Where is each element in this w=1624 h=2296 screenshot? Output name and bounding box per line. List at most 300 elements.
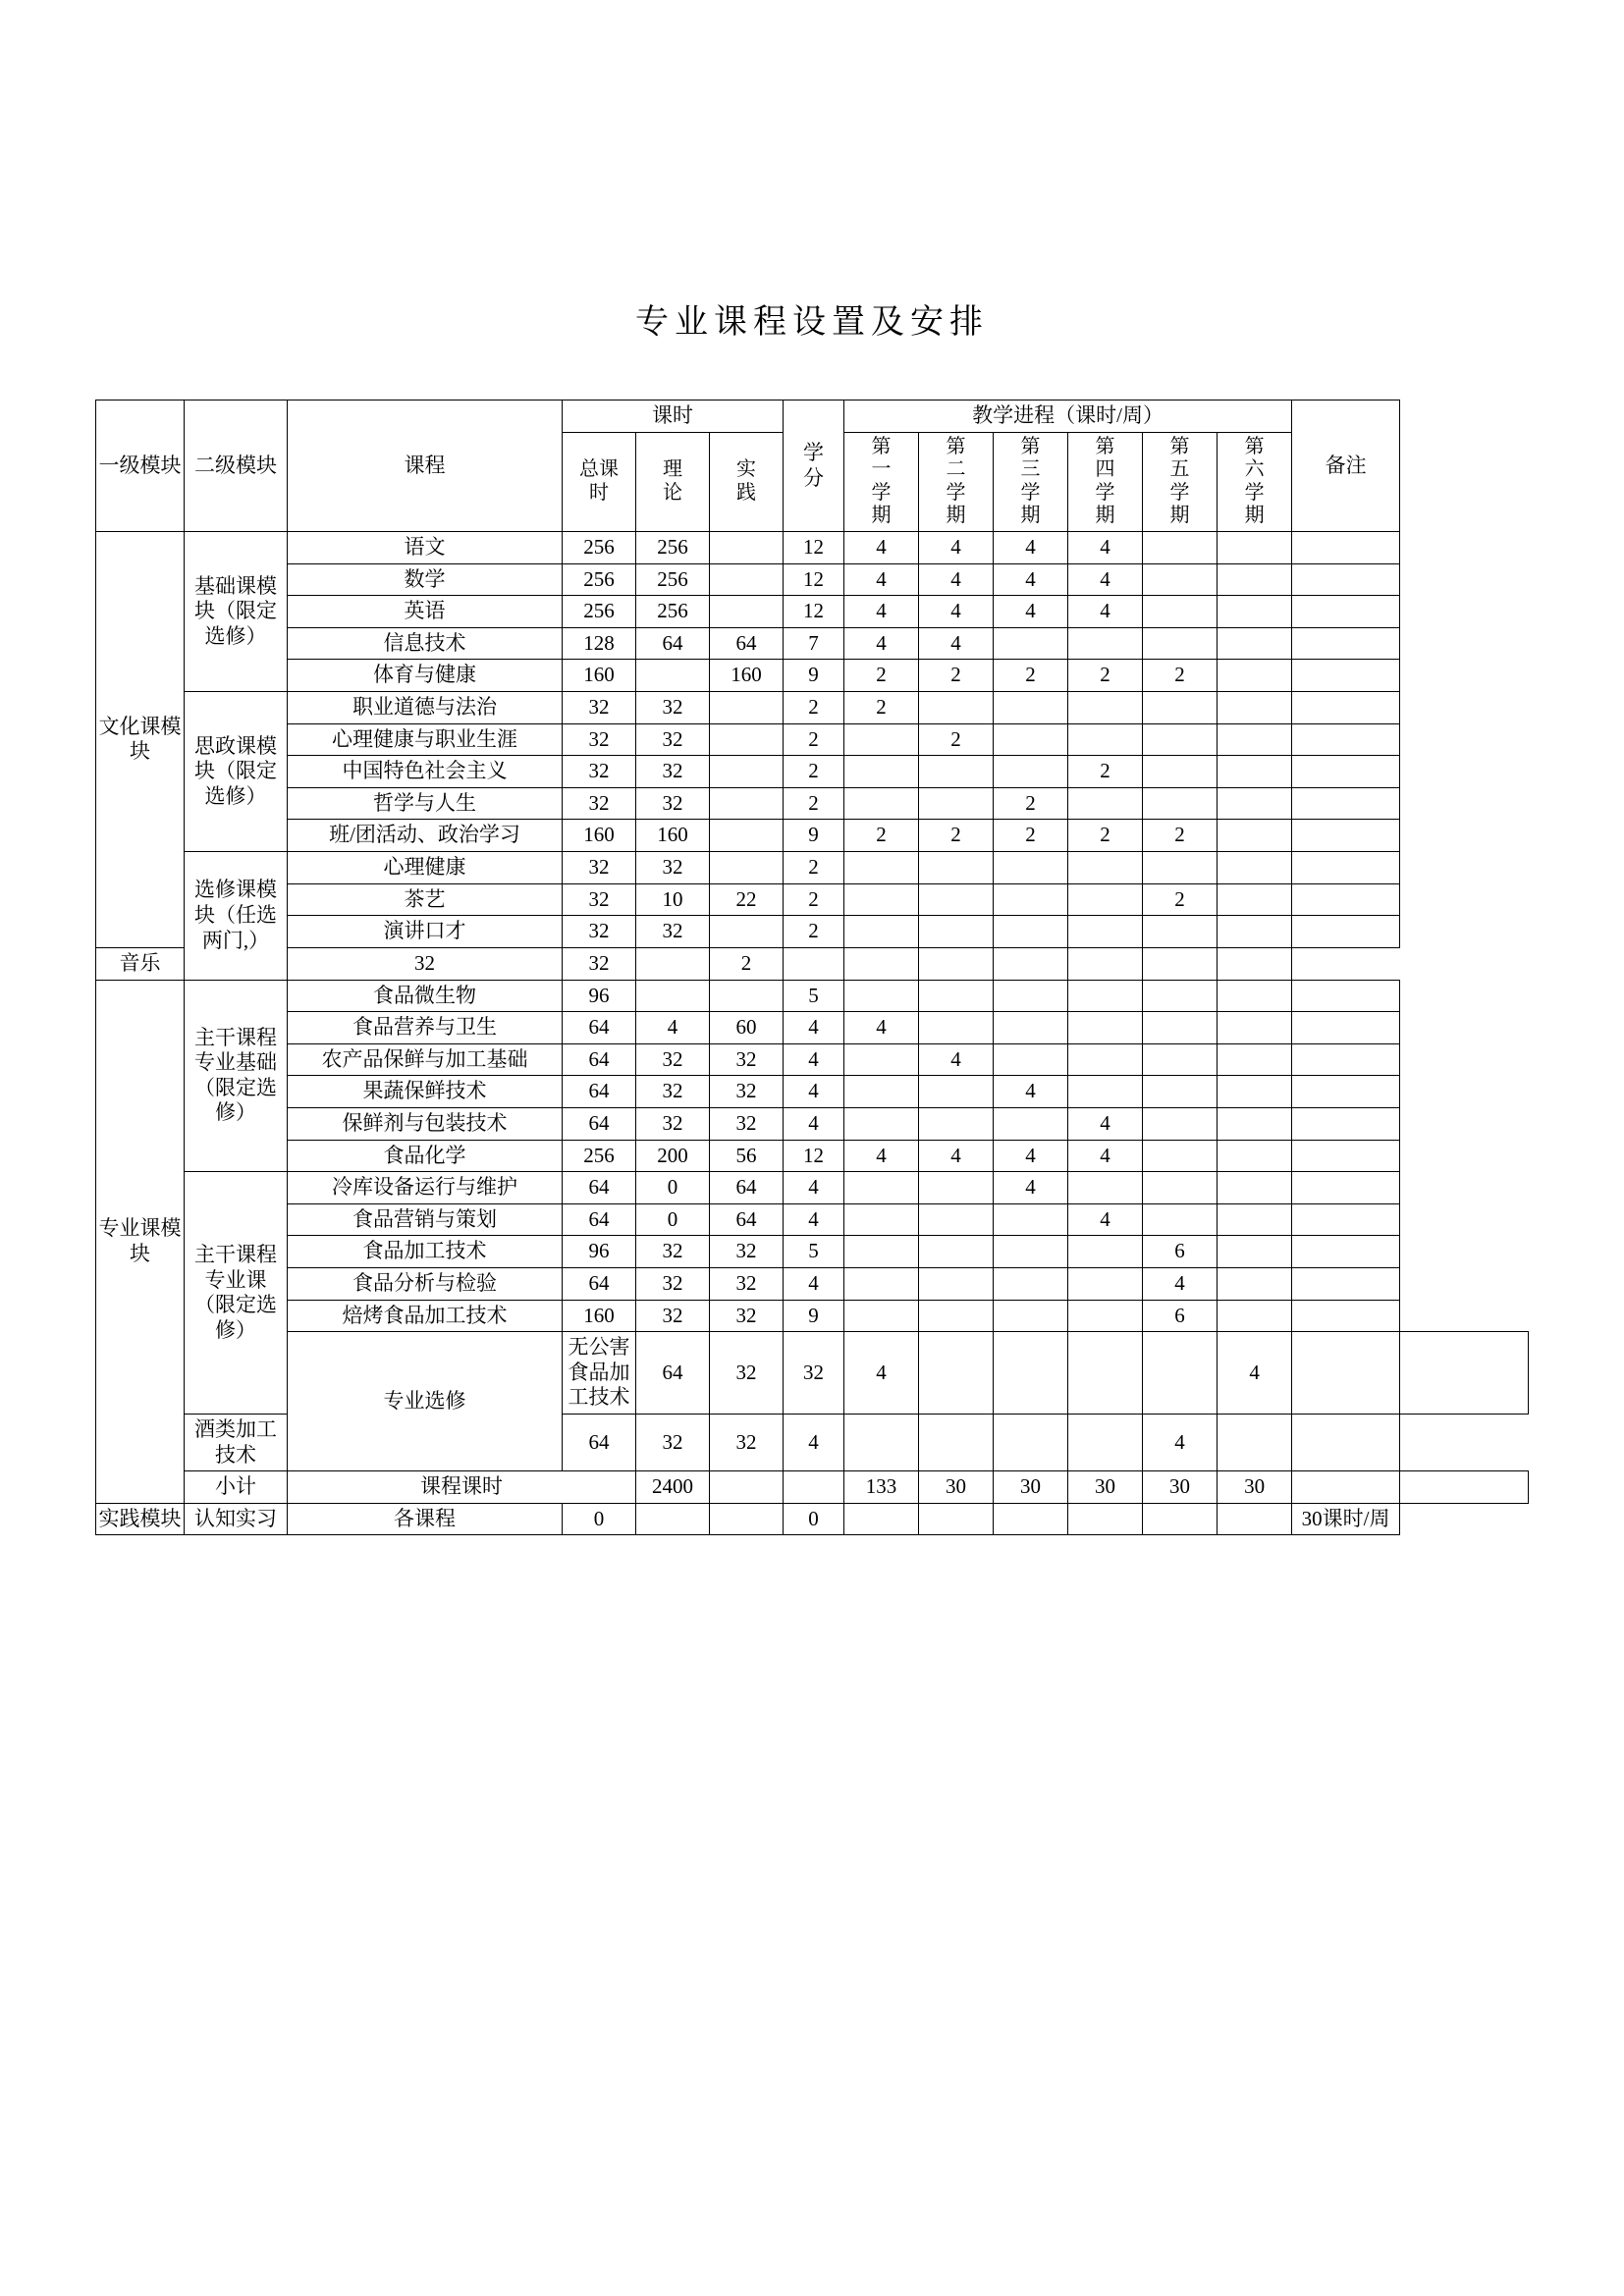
cell-term-5: [1143, 531, 1218, 563]
cell-course-name: 心理健康: [288, 852, 563, 884]
table-row: [96, 756, 1529, 788]
cell-term-3: [994, 692, 1068, 724]
cell-total-hours: 160: [563, 660, 636, 692]
cell-term-6: [1218, 820, 1292, 852]
cell-term-6: [1218, 1107, 1292, 1140]
cell-theory-hours: 32: [636, 787, 710, 820]
cell-theory-hours: 32: [636, 756, 710, 788]
cell-theory-hours: 32: [636, 1076, 710, 1108]
cell-term-1: [844, 1043, 919, 1076]
cell-term-6: [1218, 692, 1292, 724]
cell-term-4: 2: [1068, 820, 1143, 852]
cell-theory-hours: 32: [636, 1236, 710, 1268]
cell-term-4: [1068, 1236, 1143, 1268]
cell-credit: 2: [784, 787, 844, 820]
cell-term-4: [1068, 627, 1143, 660]
cell-term-4: 4: [1068, 563, 1143, 596]
header-level2: 二级模块: [185, 400, 288, 532]
cell-credit: 12: [784, 563, 844, 596]
table-row: [96, 883, 1529, 916]
cell-credit: 12: [784, 531, 844, 563]
cell-practice-level1: 实践模块: [96, 1503, 185, 1535]
cell-term-5: [1143, 1012, 1218, 1044]
cell-credit: 5: [784, 1236, 844, 1268]
cell-remark: [1292, 1203, 1400, 1236]
cell-term-4: [1068, 883, 1143, 916]
cell-term-2: [919, 852, 994, 884]
table-row: [96, 596, 1529, 628]
subtotal-row: [96, 1471, 1529, 1504]
cell-term-2: [919, 1172, 994, 1204]
table-row: [96, 627, 1529, 660]
cell-term-6: [1218, 1268, 1292, 1301]
cell-remark: [1292, 692, 1400, 724]
cell-term-5: [1143, 916, 1218, 948]
cell-term-3: [994, 1203, 1068, 1236]
cell-level2-module: 主干课程专业课（限定选修）: [185, 1172, 288, 1415]
table-row: [96, 820, 1529, 852]
cell-theory-hours: 32: [710, 1332, 784, 1415]
cell-term-6: [1218, 1140, 1292, 1172]
cell-term-6: [1218, 916, 1292, 948]
cell-credit: 2: [784, 723, 844, 756]
cell-level2-module: 主干课程专业基础（限定选修）: [185, 980, 288, 1172]
header-term-6: 第 六 学 期: [1218, 432, 1292, 531]
cell-total-hours: 64: [563, 1012, 636, 1044]
cell-term-5: 2: [1143, 660, 1218, 692]
cell-course-name: 酒类加工技术: [185, 1415, 288, 1471]
cell-term-5: [1143, 1107, 1218, 1140]
cell-total-hours: 64: [563, 1268, 636, 1301]
cell-term-2: 2: [919, 820, 994, 852]
cell-total-hours: 64: [563, 1415, 636, 1471]
cell-term-3: [994, 1300, 1068, 1332]
cell-term-3: 2: [994, 820, 1068, 852]
cell-term-1: [844, 1300, 919, 1332]
cell-remark: [1292, 1012, 1400, 1044]
cell-term-5: [1143, 980, 1218, 1012]
cell-term-4: [1068, 1172, 1143, 1204]
cell-term-6: [1218, 1236, 1292, 1268]
cell-term-5: [1143, 1076, 1218, 1108]
cell-term-6: [1218, 531, 1292, 563]
cell-term-3: [994, 916, 1068, 948]
cell-practice-hours: [710, 596, 784, 628]
cell-subtotal-term-1: 30: [919, 1471, 994, 1504]
cell-term-5: [1143, 852, 1218, 884]
cell-remark: [1292, 660, 1400, 692]
cell-term-5: 2: [1143, 883, 1218, 916]
cell-practice-hours: 32: [710, 1300, 784, 1332]
cell-term-5: [1068, 947, 1143, 980]
cell-level2-module: 思政课模块（限定选修）: [185, 692, 288, 852]
cell-total-hours: 64: [563, 1043, 636, 1076]
cell-term-5: [1143, 787, 1218, 820]
cell-term-3: [994, 723, 1068, 756]
table-row: [96, 1236, 1529, 1268]
cell-term-2: [919, 1107, 994, 1140]
cell-term-1: [844, 916, 919, 948]
cell-remark: [1292, 787, 1400, 820]
cell-term-4: 4: [1068, 1140, 1143, 1172]
cell-credit: 12: [784, 1140, 844, 1172]
cell-course-name: 食品微生物: [288, 980, 563, 1012]
cell-total-hours: 256: [563, 1140, 636, 1172]
cell-term-2: [919, 1076, 994, 1108]
header-term-2: 第 二 学 期: [919, 432, 994, 531]
cell-term-2: [919, 1415, 994, 1471]
cell-term-1: [919, 1332, 994, 1415]
cell-term-1: 4: [844, 596, 919, 628]
cell-total-hours: 32: [563, 916, 636, 948]
cell-term-2: 4: [919, 1140, 994, 1172]
cell-term-1: 2: [844, 692, 919, 724]
cell-course-name: 焙烤食品加工技术: [288, 1300, 563, 1332]
cell-term-5: [1143, 756, 1218, 788]
cell-term-3: [919, 947, 994, 980]
cell-remark: [1292, 627, 1400, 660]
cell-practice-hours: [710, 723, 784, 756]
cell-term-3: [994, 883, 1068, 916]
cell-theory-hours: 32: [636, 1268, 710, 1301]
cell-total-hours: 32: [288, 947, 563, 980]
cell-practice-course: 各课程: [288, 1503, 563, 1535]
header-level1: 一级模块: [96, 400, 185, 532]
cell-term-1: [844, 1236, 919, 1268]
cell-theory-hours: 0: [636, 1172, 710, 1204]
cell-level1-module: 文化课模块: [96, 531, 185, 947]
cell-term-4: [1068, 723, 1143, 756]
cell-practice-hours: 60: [710, 1012, 784, 1044]
cell-total-hours: 32: [563, 756, 636, 788]
cell-term-2: [919, 1203, 994, 1236]
cell-practice-hours: 32: [710, 1236, 784, 1268]
cell-total-hours: 64: [563, 1172, 636, 1204]
cell-practice-term-5: [1143, 1503, 1218, 1535]
cell-term-3: [994, 980, 1068, 1012]
cell-practice-hours: 32: [710, 1076, 784, 1108]
cell-theory-hours: 32: [636, 916, 710, 948]
cell-term-3: 2: [994, 787, 1068, 820]
table-row: [96, 1203, 1529, 1236]
cell-total-hours: 160: [563, 820, 636, 852]
table-body: [96, 531, 1529, 1535]
cell-term-2: [919, 883, 994, 916]
cell-term-5: [1143, 1043, 1218, 1076]
header-practice: 实 践: [710, 432, 784, 531]
cell-credit: 4: [784, 1415, 844, 1471]
cell-term-4: [1068, 916, 1143, 948]
cell-term-4: [1068, 1268, 1143, 1301]
cell-term-3: [994, 1268, 1068, 1301]
cell-remark: [1292, 1300, 1400, 1332]
cell-term-6: [1218, 756, 1292, 788]
cell-term-3: 4: [994, 1140, 1068, 1172]
cell-total-hours: 160: [563, 1300, 636, 1332]
cell-term-4: [1143, 1332, 1218, 1415]
cell-credit: 4: [784, 1076, 844, 1108]
table-row: [96, 980, 1529, 1012]
cell-course-name: 农产品保鲜与加工基础: [288, 1043, 563, 1076]
cell-total-hours: 96: [563, 980, 636, 1012]
cell-term-3: [994, 1236, 1068, 1268]
cell-remark: [1292, 1172, 1400, 1204]
cell-term-5: [1143, 563, 1218, 596]
cell-credit: 9: [784, 660, 844, 692]
cell-term-3: 2: [994, 660, 1068, 692]
cell-practice-term-2: [919, 1503, 994, 1535]
cell-subtotal-course: 课程课时: [288, 1471, 636, 1504]
cell-term-2: [919, 756, 994, 788]
table-row: [96, 563, 1529, 596]
cell-term-4: [1068, 1012, 1143, 1044]
cell-practice-hours: [710, 980, 784, 1012]
cell-credit: 5: [784, 980, 844, 1012]
cell-term-5: 2: [1143, 820, 1218, 852]
cell-theory-hours: 32: [636, 1415, 710, 1471]
cell-remark: [1400, 1332, 1529, 1415]
cell-remark: [1292, 1140, 1400, 1172]
cell-theory-hours: 160: [636, 820, 710, 852]
cell-course-name: 食品分析与检验: [288, 1268, 563, 1301]
cell-term-3: [994, 627, 1068, 660]
table-row: [96, 1332, 1529, 1415]
cell-remark: [1292, 1107, 1400, 1140]
cell-course-name: 信息技术: [288, 627, 563, 660]
table-row: [96, 1268, 1529, 1301]
header-hours-group: 课时: [563, 400, 784, 433]
cell-term-5: [1143, 1172, 1218, 1204]
cell-term-3: [994, 1415, 1068, 1471]
cell-subtotal-term-2: 30: [994, 1471, 1068, 1504]
cell-term-2: 2: [919, 723, 994, 756]
cell-practice-hours: [710, 756, 784, 788]
cell-term-5: 6: [1143, 1236, 1218, 1268]
header-total-hours: 总课 时: [563, 432, 636, 531]
cell-term-4: 4: [1068, 531, 1143, 563]
cell-remark: [1292, 883, 1400, 916]
cell-term-6: [1218, 980, 1292, 1012]
cell-remark: [1292, 723, 1400, 756]
cell-remark: [1292, 1043, 1400, 1076]
cell-practice-hours: 32: [710, 1415, 784, 1471]
cell-credit: 2: [784, 883, 844, 916]
cell-remark: [1292, 980, 1400, 1012]
cell-level1-module: 专业课模块: [96, 980, 185, 1503]
cell-credit: 2: [784, 916, 844, 948]
cell-credit: 2: [784, 692, 844, 724]
cell-term-1: [844, 787, 919, 820]
cell-remark: [1292, 596, 1400, 628]
cell-practice-remark: 30课时/周: [1292, 1503, 1400, 1535]
cell-term-1: [844, 1268, 919, 1301]
cell-course-name: 心理健康与职业生涯: [288, 723, 563, 756]
cell-term-1: 2: [844, 660, 919, 692]
cell-credit: 12: [784, 596, 844, 628]
header-term-5: 第 五 学 期: [1143, 432, 1218, 531]
cell-term-2: [919, 1236, 994, 1268]
cell-term-6: [1218, 563, 1292, 596]
cell-term-5: 4: [1143, 1268, 1218, 1301]
cell-term-3: 4: [994, 596, 1068, 628]
cell-term-2: 2: [919, 660, 994, 692]
cell-total-hours: 32: [563, 692, 636, 724]
table-row: [96, 660, 1529, 692]
cell-theory-hours: 10: [636, 883, 710, 916]
cell-theory-hours: 32: [563, 947, 636, 980]
cell-subtotal-term-4: 30: [1143, 1471, 1218, 1504]
cell-term-5: 4: [1143, 1415, 1218, 1471]
cell-theory-hours: 64: [636, 627, 710, 660]
cell-practice-hours: [710, 787, 784, 820]
cell-practice-hours: 32: [784, 1332, 844, 1415]
cell-term-6: [1218, 627, 1292, 660]
cell-total-hours: 128: [563, 627, 636, 660]
practice-module-row: [96, 1503, 1529, 1535]
cell-term-3: 4: [994, 1076, 1068, 1108]
cell-credit: 4: [784, 1012, 844, 1044]
cell-theory-hours: 256: [636, 596, 710, 628]
cell-practice-hours: 22: [710, 883, 784, 916]
cell-practice-hours: 64: [710, 1203, 784, 1236]
cell-practice-hours: [710, 692, 784, 724]
cell-practice-credit: 0: [784, 1503, 844, 1535]
cell-course-name: 中国特色社会主义: [288, 756, 563, 788]
cell-course-name: 哲学与人生: [288, 787, 563, 820]
cell-term-5: [1143, 1203, 1218, 1236]
cell-term-2: 4: [919, 1043, 994, 1076]
cell-total-hours: 32: [563, 723, 636, 756]
cell-term-3: 4: [994, 1172, 1068, 1204]
cell-term-1: [844, 883, 919, 916]
course-schedule-table: [95, 400, 1529, 1535]
table-row: [96, 1107, 1529, 1140]
cell-credit: 4: [784, 1203, 844, 1236]
cell-practice-hours: 64: [710, 1172, 784, 1204]
header-credit: 学 分: [784, 400, 844, 532]
cell-term-4: [1068, 1043, 1143, 1076]
header-term-4: 第 四 学 期: [1068, 432, 1143, 531]
cell-term-2: 4: [919, 627, 994, 660]
cell-practice-term-3: [994, 1503, 1068, 1535]
cell-term-2: [994, 1332, 1068, 1415]
cell-remark: [1292, 916, 1400, 948]
cell-total-hours: 32: [563, 852, 636, 884]
cell-theory-hours: 4: [636, 1012, 710, 1044]
table-row: [96, 916, 1529, 948]
cell-term-3: 4: [994, 531, 1068, 563]
table-row: [96, 1076, 1529, 1108]
cell-theory-hours: 256: [636, 531, 710, 563]
header-term-3: 第 三 学 期: [994, 432, 1068, 531]
cell-term-5: 6: [1143, 1300, 1218, 1332]
cell-remark: [1292, 756, 1400, 788]
cell-term-6: [1218, 787, 1292, 820]
cell-total-hours: 64: [563, 1203, 636, 1236]
cell-remark: [1292, 1236, 1400, 1268]
cell-term-4: [994, 947, 1068, 980]
cell-term-2: [919, 916, 994, 948]
cell-credit: 2: [784, 756, 844, 788]
cell-course-name: 无公害食品加工技术: [563, 1332, 636, 1415]
cell-practice-hours: 32: [710, 1043, 784, 1076]
cell-term-2: 4: [919, 596, 994, 628]
cell-course-name: 食品营销与策划: [288, 1203, 563, 1236]
table-header: [96, 400, 1529, 532]
cell-credit: 4: [844, 1332, 919, 1415]
cell-term-2: 4: [919, 531, 994, 563]
cell-credit: 4: [784, 1107, 844, 1140]
cell-term-4: [1068, 852, 1143, 884]
cell-course-name: 冷库设备运行与维护: [288, 1172, 563, 1204]
cell-term-3: [994, 1107, 1068, 1140]
cell-practice-hours: 160: [710, 660, 784, 692]
cell-term-6: [1218, 1300, 1292, 1332]
header-remark: 备注: [1292, 400, 1400, 532]
cell-credit: 9: [784, 1300, 844, 1332]
cell-term-4: 4: [1068, 1107, 1143, 1140]
cell-term-1: 4: [844, 627, 919, 660]
cell-subtotal-remark: [1400, 1471, 1529, 1504]
table-row: [96, 1140, 1529, 1172]
cell-subtotal-total-hours: 2400: [636, 1471, 710, 1504]
cell-practice-hours: 32: [710, 1268, 784, 1301]
cell-total-hours: 256: [563, 563, 636, 596]
cell-term-1: [844, 1107, 919, 1140]
cell-theory-hours: 32: [636, 1043, 710, 1076]
cell-course-name: 语文: [288, 531, 563, 563]
cell-term-1: [784, 947, 844, 980]
cell-term-6: [1218, 723, 1292, 756]
cell-subtotal-term-5: 30: [1218, 1471, 1292, 1504]
cell-theory-hours: [636, 980, 710, 1012]
cell-term-3: [994, 1043, 1068, 1076]
cell-theory-hours: 32: [636, 1107, 710, 1140]
cell-term-4: [1068, 1300, 1143, 1332]
cell-subtotal-credit: 133: [844, 1471, 919, 1504]
cell-term-4: [1068, 1076, 1143, 1108]
cell-remark: [1292, 820, 1400, 852]
cell-theory-hours: [636, 660, 710, 692]
cell-subtotal-term-3: 30: [1068, 1471, 1143, 1504]
cell-term-3: 4: [994, 563, 1068, 596]
cell-practice-hours: [636, 947, 710, 980]
cell-term-6: [1218, 1076, 1292, 1108]
cell-term-4: 2: [1068, 756, 1143, 788]
cell-total-hours: 64: [563, 1076, 636, 1108]
cell-theory-hours: 0: [636, 1203, 710, 1236]
cell-term-1: 4: [844, 531, 919, 563]
course-schedule-table-wrap: [95, 343, 1529, 1535]
table-row: [96, 947, 1529, 980]
cell-term-3: [994, 852, 1068, 884]
cell-practice-hours: [710, 563, 784, 596]
cell-term-6: [1218, 1012, 1292, 1044]
cell-course-name: 演讲口才: [288, 916, 563, 948]
cell-term-6: [1218, 883, 1292, 916]
cell-subtotal-practice: [784, 1471, 844, 1504]
cell-remark: [1292, 1076, 1400, 1108]
cell-theory-hours: 32: [636, 723, 710, 756]
cell-term-6: [1218, 1172, 1292, 1204]
cell-term-2: 4: [919, 563, 994, 596]
cell-practice-hours: [710, 916, 784, 948]
cell-practice-total-hours: 0: [563, 1503, 636, 1535]
cell-course-name: 食品化学: [288, 1140, 563, 1172]
table-row: [96, 1012, 1529, 1044]
cell-term-1: [844, 980, 919, 1012]
table-row: [96, 1300, 1529, 1332]
